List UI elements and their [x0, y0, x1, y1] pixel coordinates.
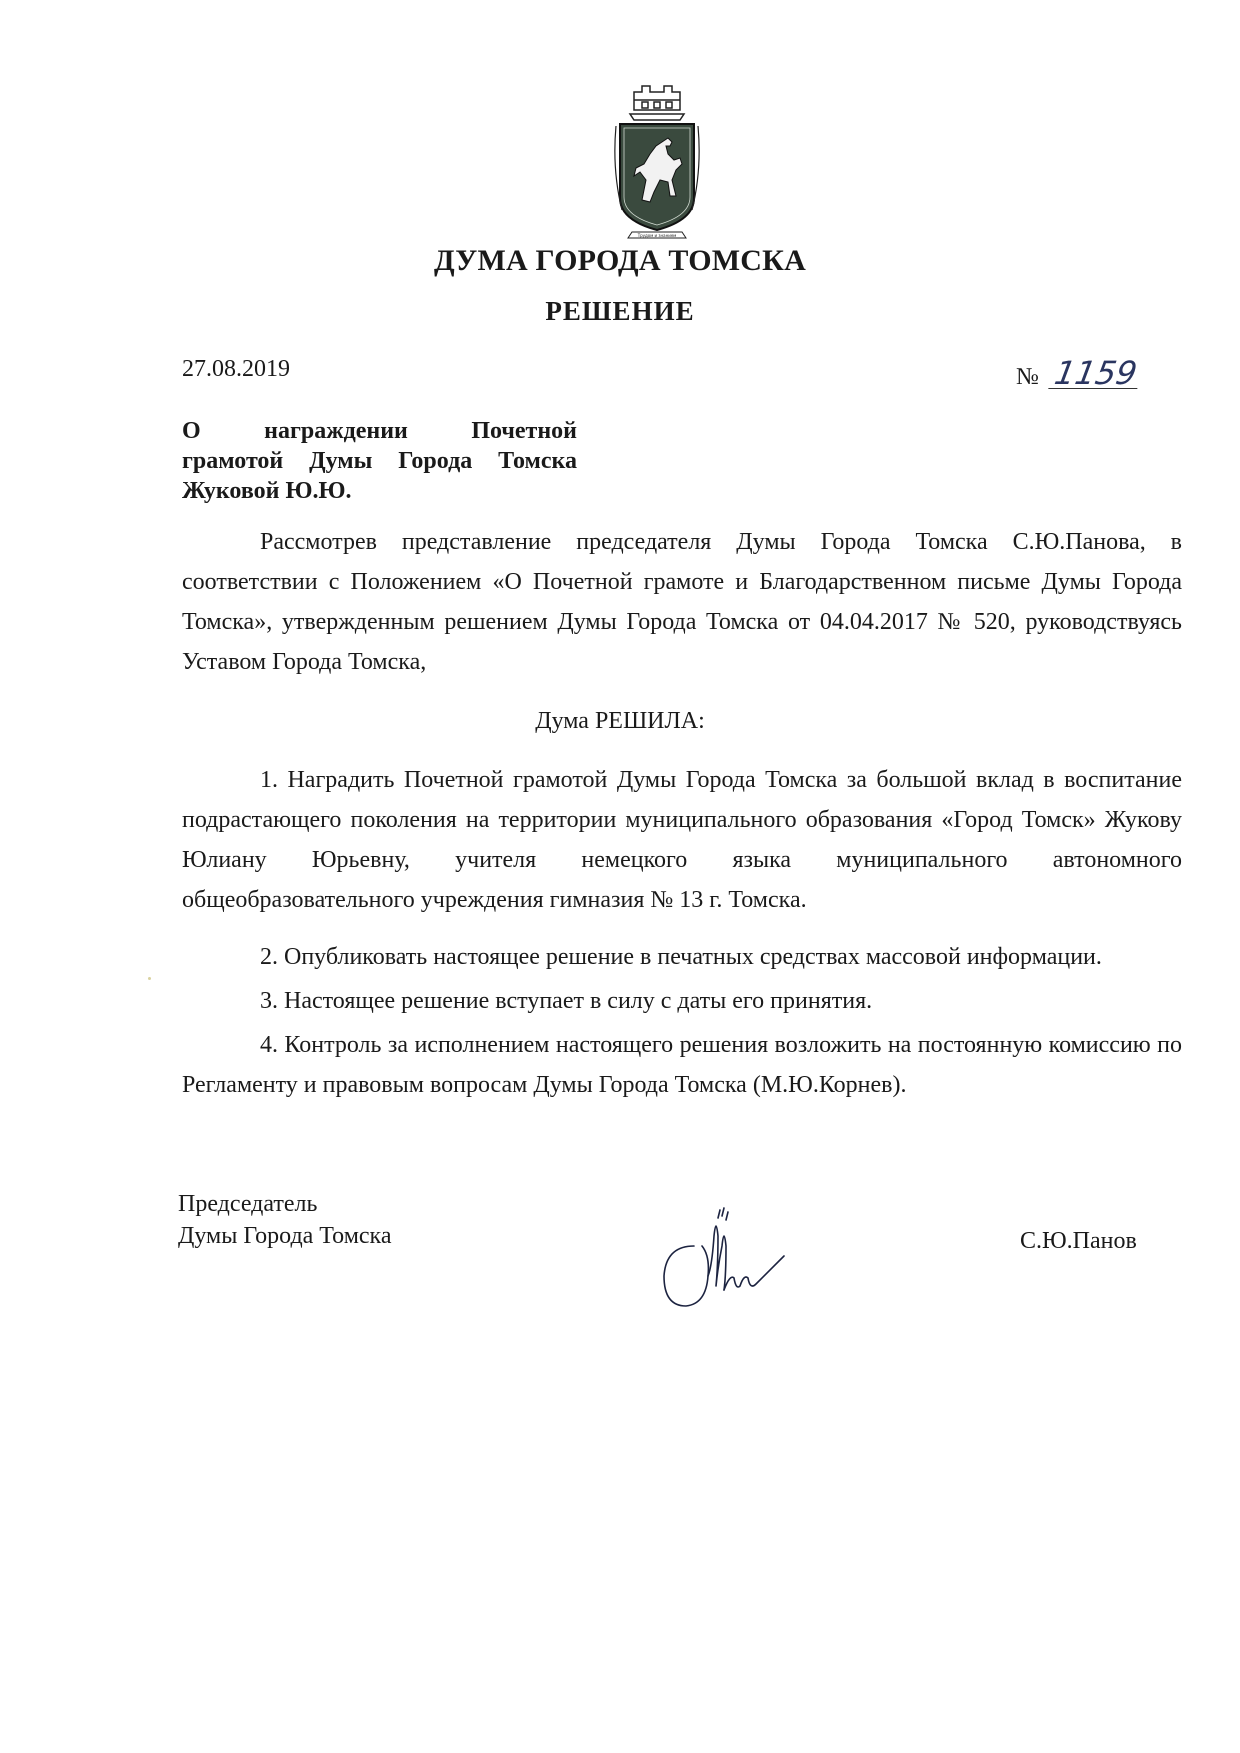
resolved-heading: Дума РЕШИЛА: — [535, 708, 705, 734]
scan-speck — [148, 977, 151, 980]
emblem-motto: Трудом и знанием — [637, 233, 677, 238]
number-sign: № — [1016, 364, 1039, 390]
decision-item-1: 1. Наградить Почетной грамотой Думы Города Томска за большой вклад в воспитание подрастающего поколения на территории муниципального образования «Город Томск» Жукову Юлиану Юрьевну, учителя немецкого языка муниципального автономного общеобразовательного учреждения гимназия № 13 г. Томска. — [182, 767, 1182, 913]
signer-title — [178, 1188, 392, 1252]
number-value: 1159 — [1048, 358, 1143, 389]
subject-line-1: О награждении Почетной — [182, 418, 577, 444]
decision-item-4: 4. Контроль за исполнением настоящего решения возложить на постоянную комиссию по Регламенту и правовым вопросам Думы Города Томска (М.Ю.Корнев). — [182, 1032, 1182, 1098]
preamble-paragraph: Рассмотрев представление председателя Думы Города Томска С.Ю.Панова, в соответствии с Положением «О Почетной грамоте и Благодарственном письме Думы Города Томска», утвержденным решением Думы Города Томска от 04.04.2017 № 520, руководствуясь Уставом Города Томска, — [182, 529, 1182, 675]
decision-number — [1016, 354, 1140, 392]
organization-title: ДУМА ГОРОДА ТОМСКА — [434, 244, 806, 277]
decision-item-3: 3. Настоящее решение вступает в силу с даты его принятия. — [260, 988, 873, 1014]
decision-item-2: 2. Опубликовать настоящее решение в печатных средствах массовой информации. — [260, 944, 1102, 970]
handwritten-signature-icon — [656, 1206, 796, 1316]
signer-title-line-2: Думы Города Томска — [178, 1223, 392, 1249]
decision-date: 27.08.2019 — [182, 356, 290, 382]
signer-title-line-1: Председатель — [178, 1191, 318, 1217]
subject-line-rest: грамотой Думы Города Томска Жуковой Ю.Ю. — [182, 448, 577, 504]
tomsk-coat-of-arms-icon — [612, 80, 702, 245]
signer-name: С.Ю.Панов — [1020, 1228, 1137, 1254]
document-type: РЕШЕНИЕ — [545, 296, 695, 326]
decision-subject — [182, 416, 577, 506]
